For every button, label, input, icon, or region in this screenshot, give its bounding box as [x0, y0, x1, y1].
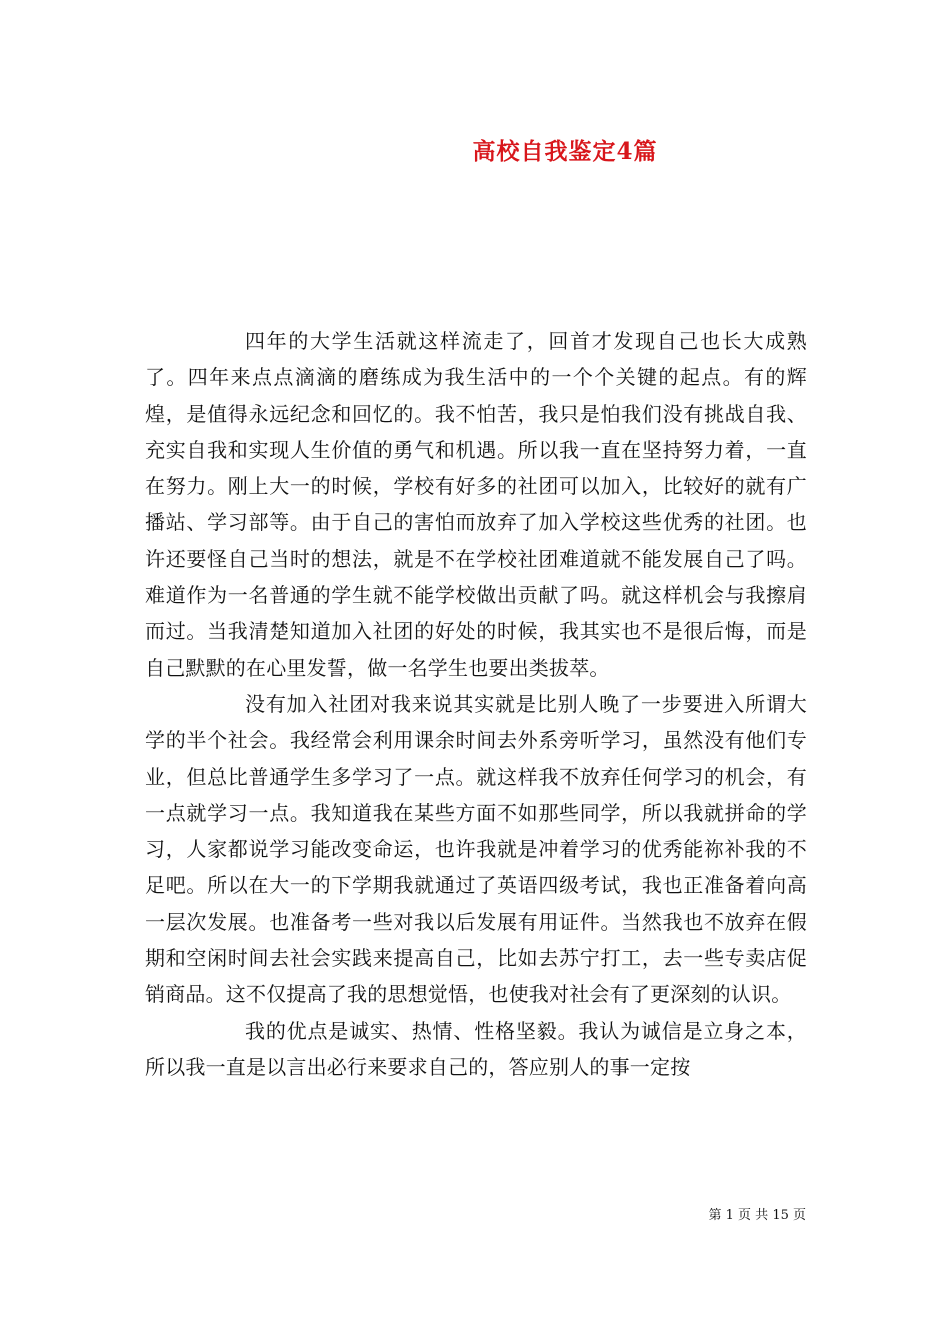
paragraph: 没有加入社团对我来说其实就是比别人晚了一步要进入所谓大学的半个社会。我经常会利用课余时间去外系旁听学习，虽然没有他们专业，但总比普通学生多学习了一点。就这样我不放弃任何学习的机会，有一点就学习一点。我知道我在某些方面不如那些同学，所以我就拼命的学习，人家都说学习能改变命运，也许我就是冲着学习的优秀能祢补我的不足吧。所以在大一的下学期我就通过了英语四级考试，我也正准备着向高一层次发展。也准备考一些对我以后发展有用证件。当然我也不放弃在假期和空闲时间去社会实践来提高自己，比如去苏宁打工，去一些专卖店促销商品。这不仅提高了我的思想觉悟，也使我对社会有了更深刻的认识。: [145, 691, 807, 1007]
document-body: [145, 323, 807, 1085]
paragraph: 四年的大学生活就这样流走了，回首才发现自己也长大成熟了。四年来点点滴滴的磨练成为我生活中的一个个关键的起点。有的辉煌，是值得永远纪念和回忆的。我不怕苦，我只是怕我们没有挑战自我、充实自我和实现人生价值的勇气和机遇。所以我一直在坚持努力着，一直在努力。刚上大一的时候，学校有好多的社团可以加入，比较好的就有广播站、学习部等。由于自己的害怕而放弃了加入学校这些优秀的社团。也许还要怪自己当时的想法，就是不在学校社团难道就不能发展自己了吗。难道作为一名普通的学生就不能学校做出贡献了吗。就这样机会与我擦肩而过。当我清楚知道加入社团的好处的时候，我其实也不是很后悔，而是自己默默的在心里发誓，做一名学生也要出类拔萃。: [145, 329, 807, 680]
document-title: 高校自我鉴定4篇: [472, 138, 658, 165]
paragraph: 我的优点是诚实、热情、性格坚毅。我认为诚信是立身之本，所以我一直是以言出必行来要求自己的，答应别人的事一定按: [145, 1018, 807, 1079]
page-number-footer: 第 1 页 共 15 页: [708, 1208, 806, 1223]
